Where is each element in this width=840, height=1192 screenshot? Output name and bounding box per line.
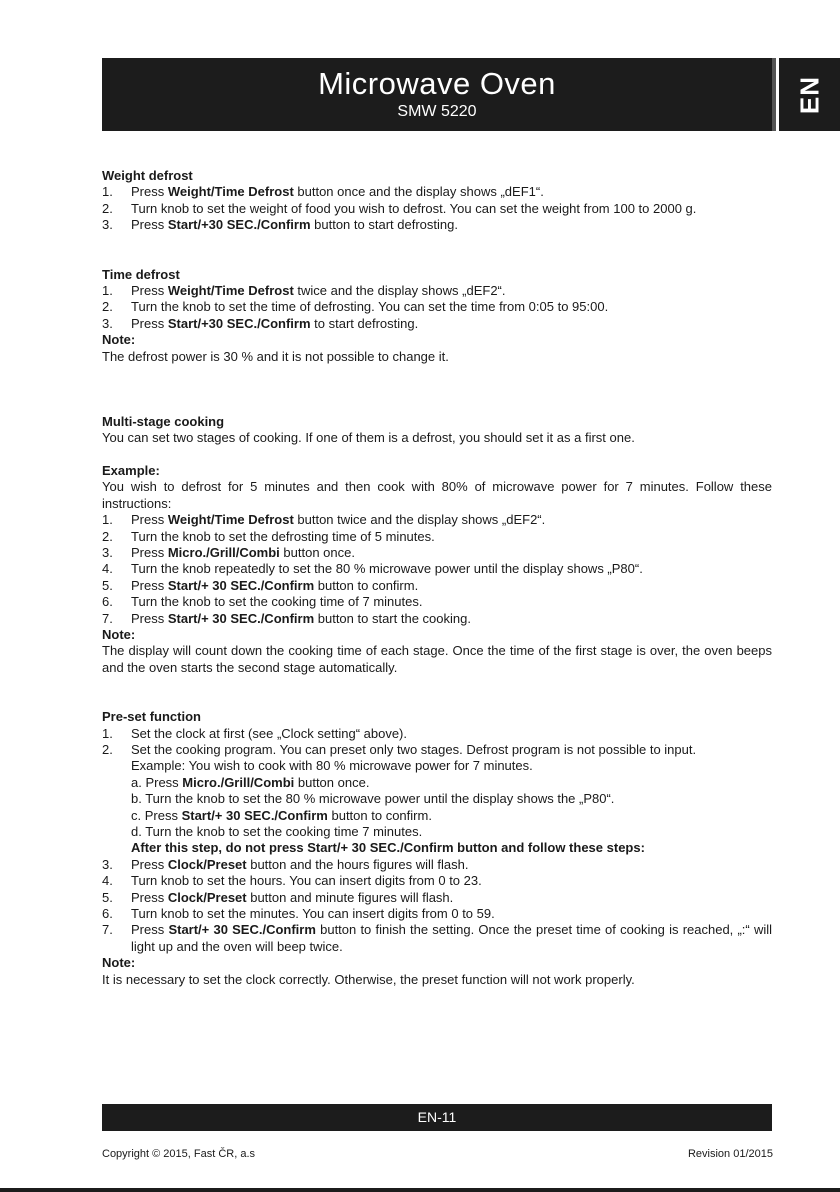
step — [102, 611, 772, 627]
step — [102, 299, 772, 315]
button-name: Weight/Time Defrost — [167, 512, 294, 528]
step-number: 6. — [102, 594, 113, 610]
step-text: Turn knob to set the weight of food you wish to defrost. You can set the weight from 100 to 2000 g. — [131, 200, 697, 216]
step-number: 3. — [102, 544, 113, 560]
step — [102, 561, 772, 577]
step-text: button and minute figures will flash. — [246, 889, 454, 905]
section-heading-multi-stage: Multi-stage cooking — [102, 414, 225, 430]
step-number: 2. — [102, 299, 113, 315]
button-name: Start/+30 SEC./Confirm — [167, 315, 311, 331]
substep: d. Turn the knob to set the cooking time 7 minutes. — [131, 824, 423, 839]
step — [102, 742, 772, 758]
section-heading-weight-defrost: Weight defrost — [102, 168, 193, 183]
step — [102, 283, 772, 299]
button-name: Clock/Preset — [167, 889, 247, 905]
section-heading-preset: Pre-set function — [102, 709, 201, 725]
step-text: button once and the display shows „dEF1“. — [293, 184, 544, 200]
button-name: Start/+ 30 SEC./Confirm — [168, 922, 316, 938]
button-name: Micro./Grill/Combi — [167, 544, 280, 560]
page-header — [102, 58, 772, 131]
button-name: Start/+30 SEC./Confirm — [167, 217, 311, 233]
step — [102, 890, 772, 906]
step-text: Turn the knob to set the defrosting time of 5 minutes. — [131, 528, 435, 544]
step-text: Turn the knob to set the time of defrosting. You can set the time from 0:05 to 95:00. — [131, 299, 609, 315]
step-text: Press — [131, 544, 168, 560]
step-number: 3. — [102, 856, 113, 872]
model-number: SMW 5220 — [397, 103, 477, 120]
button-name: Clock/Preset — [167, 856, 247, 872]
step-text: button and the hours figures will flash. — [246, 856, 469, 872]
substep-text: c. Press — [131, 807, 182, 823]
step-text: Turn the knob to set the cooking time of 7 minutes. — [131, 594, 423, 610]
manual-content — [102, 168, 772, 988]
step-number: 6. — [102, 906, 113, 922]
page-number: EN-11 — [417, 1109, 457, 1125]
substep-text: button to confirm. — [327, 807, 432, 823]
step-text: Press — [131, 315, 168, 331]
step — [102, 512, 772, 528]
step-text: button to finish the setting. Once the preset time of cooking is reached, „:“ will light up and the oven will beep twice. — [131, 922, 773, 954]
step — [102, 217, 772, 233]
step-text: Press — [131, 577, 168, 593]
example-text: You wish to defrost for 5 minutes and then cook with 80% of microwave power for 7 minutes. Follow these instructions: — [102, 479, 772, 511]
button-name: Micro./Grill/Combi — [182, 774, 295, 790]
step — [102, 578, 772, 594]
step-number: 7. — [102, 610, 113, 626]
example-text: Example: You wish to cook with 80 % microwave power for 7 minutes. — [131, 758, 533, 774]
step-text: Turn knob to set the hours. You can insert digits from 0 to 23. — [131, 873, 482, 889]
step — [102, 594, 772, 610]
step-number: 7. — [102, 922, 113, 938]
step-text: Press — [131, 217, 168, 233]
step-text: Turn knob to set the minutes. You can insert digits from 0 to 59. — [131, 906, 495, 922]
step — [102, 726, 772, 742]
step-number: 1. — [102, 725, 113, 741]
substep-text: a. Press — [131, 774, 183, 790]
step-text: Press — [131, 856, 168, 872]
substep — [102, 808, 772, 824]
step-number: 1. — [102, 184, 113, 200]
step — [102, 906, 772, 922]
step-number: 2. — [102, 741, 113, 757]
step-number: 1. — [102, 512, 113, 528]
revision: Revision 01/2015 — [687, 1148, 773, 1160]
step-text: button twice and the display shows „dEF2“. — [293, 512, 546, 528]
button-name: Weight/Time Defrost — [167, 184, 294, 200]
step — [102, 184, 772, 200]
note-label: Note: — [102, 332, 136, 348]
step — [102, 873, 772, 889]
language-tab — [779, 58, 840, 131]
button-name: Start/+ 30 SEC./Confirm — [167, 577, 315, 593]
step — [102, 922, 772, 955]
section-heading-time-defrost: Time defrost — [102, 266, 180, 282]
button-name: Start/+ 30 SEC./Confirm — [181, 807, 328, 823]
step-text: button to confirm. — [314, 577, 419, 593]
button-name: Start/+ 30 SEC./Confirm — [167, 610, 315, 626]
note-label: Note: — [102, 955, 136, 971]
section-intro: You can set two stages of cooking. If one of them is a defrost, you should set it as a first one. — [102, 430, 635, 446]
step — [102, 316, 772, 332]
step-number: 2. — [102, 200, 113, 216]
step-text: to start defrosting. — [310, 315, 419, 331]
step — [102, 201, 772, 217]
note-label: Note: — [102, 626, 136, 642]
step — [102, 857, 772, 873]
button-name: Weight/Time Defrost — [167, 283, 294, 299]
step — [102, 545, 772, 561]
substep-text: button once. — [294, 774, 370, 790]
step-text: Press — [131, 283, 168, 299]
page-number-bar — [102, 1104, 772, 1131]
step-text: button to start defrosting. — [310, 217, 458, 233]
step-number: 5. — [102, 577, 113, 593]
step-text: Press — [131, 512, 168, 528]
step-text: Press — [131, 922, 169, 938]
header-edge — [772, 58, 776, 131]
step-number: 3. — [102, 217, 113, 233]
step-number: 4. — [102, 561, 113, 577]
note-text: It is necessary to set the clock correctly. Otherwise, the preset function will not work properly. — [102, 971, 635, 987]
copyright: Copyright © 2015, Fast ČR, a.s — [102, 1148, 256, 1160]
step-number: 1. — [102, 283, 113, 299]
step-text: Press — [131, 184, 168, 200]
step-number: 5. — [102, 889, 113, 905]
step-number: 3. — [102, 315, 113, 331]
step-text: Press — [131, 889, 168, 905]
step-text: button to start the cooking. — [314, 610, 471, 626]
step — [102, 529, 772, 545]
note-text: The display will count down the cooking time of each stage. Once the time of the first stage is over, the oven beeps and the oven starts the second stage automatically. — [102, 643, 772, 675]
step-text: twice and the display shows „dEF2“. — [293, 283, 506, 299]
example-label: Example: — [102, 462, 160, 478]
bottom-rule — [0, 1188, 840, 1192]
step-text: Set the clock at first (see „Clock setting“ above). — [131, 725, 407, 741]
language-label: EN — [794, 75, 824, 114]
step-text: button once. — [279, 544, 355, 560]
substep — [102, 775, 772, 791]
step-number: 4. — [102, 873, 113, 889]
substep: b. Turn the knob to set the 80 % microwave power until the display shows the „P80“. — [131, 791, 615, 807]
step-text: Turn the knob repeatedly to set the 80 % microwave power until the display shows „P80“. — [131, 561, 643, 577]
step-text: Set the cooking program. You can preset only two stages. Defrost program is not possible to input. — [131, 741, 697, 757]
step-text: Press — [131, 610, 168, 626]
step-number: 2. — [102, 528, 113, 544]
note-text: The defrost power is 30 % and it is not possible to change it. — [102, 348, 449, 364]
warning-text: After this step, do not press Start/+ 30 SEC./Confirm button and follow these steps: — [131, 840, 645, 856]
document-title: Microwave Oven — [318, 66, 556, 101]
